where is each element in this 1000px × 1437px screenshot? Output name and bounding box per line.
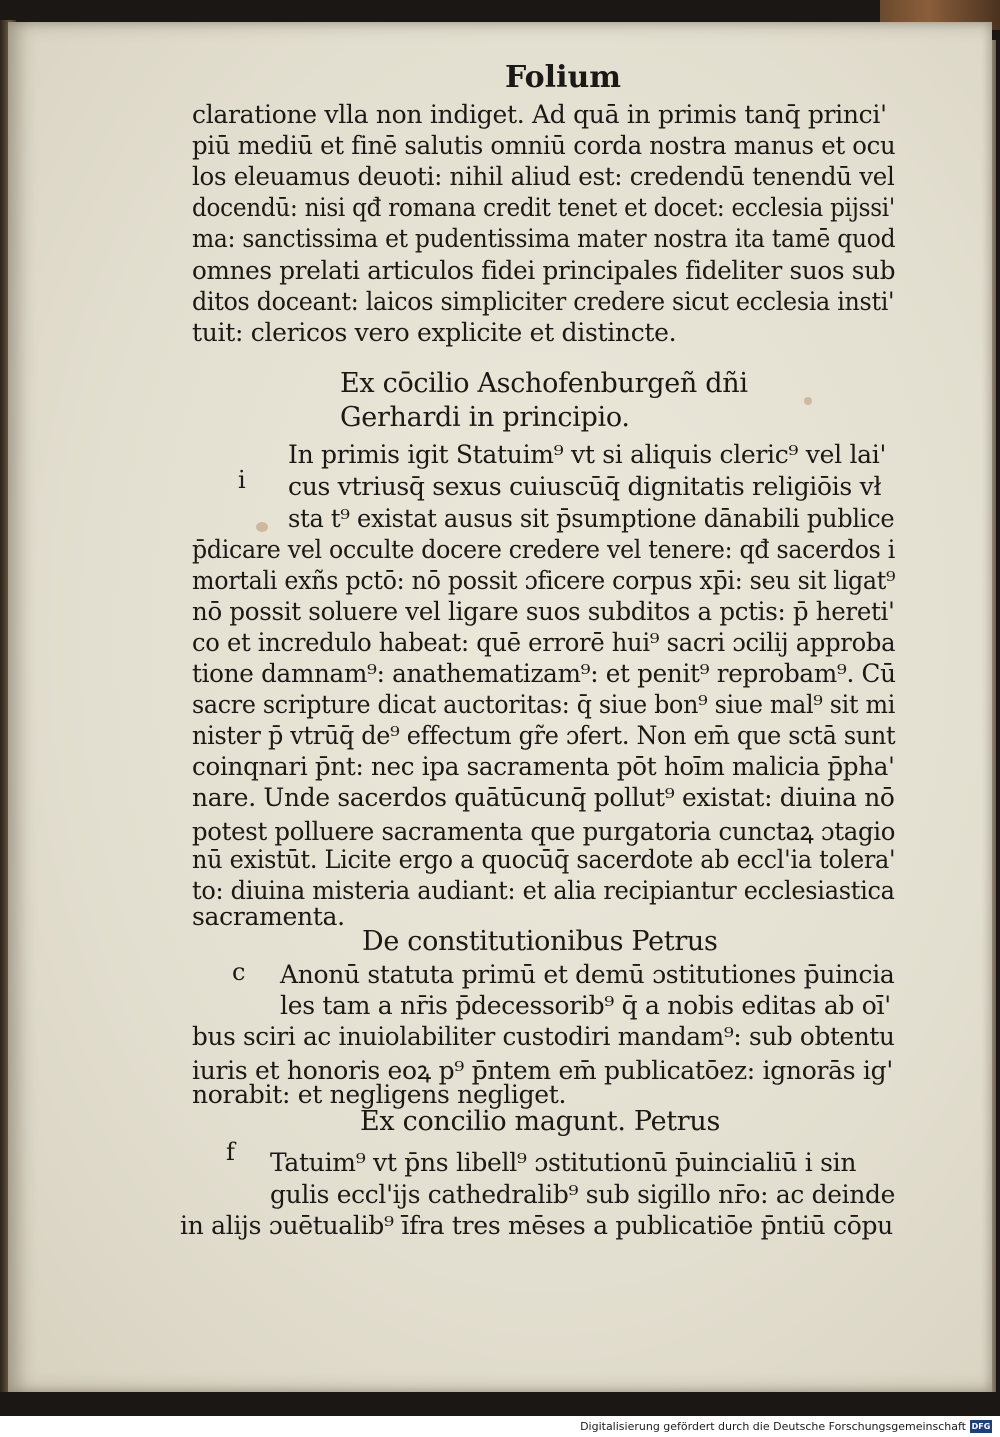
initial-guide-letter: c — [232, 958, 246, 986]
text-line: mortali exñs pctō: nō possit ɔficere corpus xp̄i: seu sit ligat⁹ — [192, 566, 896, 595]
text-line: Tatuim⁹ vt p̄ns libell⁹ ɔstitutionū p̄uincialiū i sin — [270, 1148, 857, 1177]
funding-credit: Digitalisierung gefördert durch die Deutsche Forschungsgemeinschaft — [580, 1420, 966, 1433]
dfg-logo: DFG — [971, 1422, 991, 1431]
text-line: claratione vlla non indiget. Ad quā in primis tanq̄ princi' — [192, 100, 887, 129]
text-line: gulis eccl'ijs cathedralib⁹ sub sigillo nr̄o: ac deinde — [270, 1180, 896, 1209]
section-heading: De constitutionibus Petrus — [362, 926, 718, 957]
text-line: bus sciri ac inuiolabiliter custodiri mandam⁹: sub obtentu — [192, 1022, 895, 1051]
section-heading: Gerhardi in principio. — [340, 402, 630, 433]
running-head: Folium — [505, 60, 622, 95]
text-line: p̄dicare vel occulte docere credere vel tenere: qđ sacerdos i — [192, 535, 896, 564]
text-line: tuit: clericos vero explicite et distincte. — [192, 318, 677, 347]
initial-guide-letter: f — [226, 1138, 235, 1166]
text-line: sacre scripture dicat auctoritas: q̄ siue bon⁹ siue mal⁹ sit mi — [192, 690, 896, 719]
text-line: coinqnari p̄nt: nec ipa sacramenta pōt hoīm malicia p̄pha' — [192, 752, 895, 781]
text-line: ditos doceant: laicos simpliciter credere sicut ecclesia insti' — [192, 287, 895, 316]
text-line: nō possit soluere vel ligare suos subditos a pctis: p̄ hereti' — [192, 597, 895, 626]
initial-guide-letter: i — [238, 466, 246, 494]
text-line: docendū: nisi qđ romana credit tenet et docet: ecclesia pijssi' — [192, 193, 895, 222]
text-line: les tam a nr̄is p̄decessorib⁹ q̄ a nobis editas ab oī' — [280, 991, 891, 1020]
text-line: sta t⁹ existat ausus sit p̄sumptione dānabili publice — [288, 504, 895, 533]
text-line: In primis igit Statuim⁹ vt si aliquis cleric⁹ vel lai' — [288, 440, 887, 469]
text-line: to: diuina misteria audiant: et alia recipiantur ecclesiastica — [192, 876, 895, 905]
text-line: iuris et honoris eoꝝ p⁹ p̄ntem em̄ publicatōez: ignorās ig' — [192, 1056, 893, 1085]
section-heading: Ex cōcilio Aschofenburgeñ dñi — [340, 368, 748, 399]
text-line: sacramenta. — [192, 902, 345, 931]
text-line: Anonū statuta primū et demū ɔstitutiones p̄uincia — [280, 960, 895, 989]
text-line: nare. Unde sacerdos quātūcunq̄ pollut⁹ existat: diuina nō — [192, 783, 895, 812]
text-line: cus vtriusq̄ sexus cuiuscūq̄ dignitatis religiōis vł — [288, 472, 882, 501]
text-line: omnes prelati articulos fidei principales fideliter suos sub — [192, 256, 896, 285]
text-line: in alijs ɔuētualib⁹ īfra tres mēses a publicatiōe p̄ntiū cōpu — [180, 1211, 893, 1240]
text-line: tione damnam⁹: anathematizam⁹: et penit⁹ reprobam⁹. Cū — [192, 659, 896, 688]
section-heading: Ex concilio magunt. Petrus — [360, 1106, 721, 1137]
text-line: ma: sanctissima et pudentissima mater nostra ita tamē quod — [192, 224, 896, 253]
text-line: potest polluere sacramenta que purgatoria cunctaꝝ ɔtagio — [192, 817, 896, 846]
text-line: norabit: et negligens negliget. — [192, 1080, 567, 1109]
text-line: los eleuamus deuoti: nihil aliud est: credendū tenendū vel — [192, 162, 895, 191]
text-line: piū mediū et finē salutis omniū corda nostra manus et ocu — [192, 131, 896, 160]
text-line: nister p̄ vtrūq̄ de⁹ effectum gr̃e ɔfert. Non em̄ que sctā sunt — [192, 721, 896, 750]
text-line: co et incredulo habeat: quē errorē hui⁹ sacri ɔcilij approba — [192, 628, 896, 657]
text-line: nū existūt. Licite ergo a quocūq̄ sacerdote ab eccl'ia tolera' — [192, 845, 896, 874]
